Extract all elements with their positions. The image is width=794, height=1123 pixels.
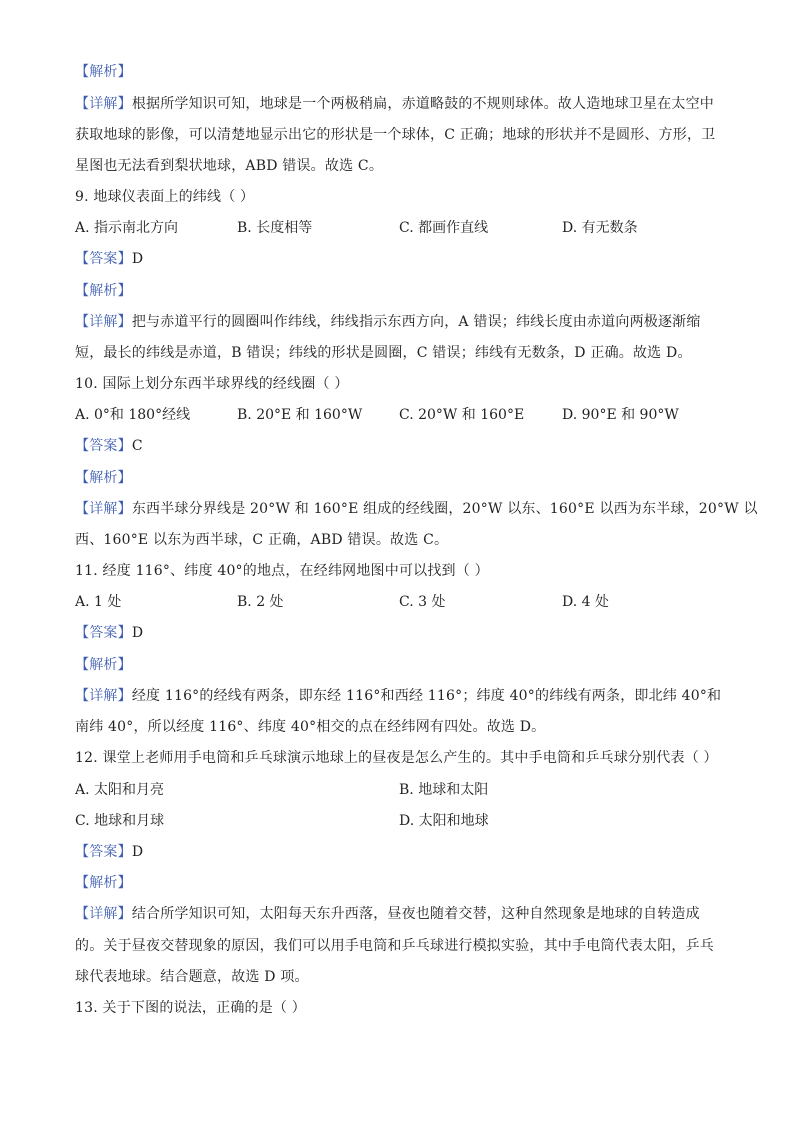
detail-label: 【详解】 <box>75 314 132 330</box>
detail-label: 【详解】 <box>75 501 132 517</box>
question-text: 11. 经度 116°、纬度 40°的地点，在经纬网地图中可以找到（ ） <box>75 563 489 579</box>
analysis-label: 【解析】 <box>75 875 132 891</box>
q9-option-b: B. 长度相等 <box>237 220 313 236</box>
analysis-heading <box>75 281 132 301</box>
detail-text: 东西半球分界线是 20°W 和 160°E 组成的经线圈，20°W 以东、160°E 以西为东半球，20°W 以 <box>131 501 758 517</box>
detail-text: 根据所学知识可知，地球是一个两极稍扁，赤道略鼓的不规则球体。故人造地球卫星在太空中 <box>131 96 715 112</box>
detail-text: 经度 116°的经线有两条，即东经 116°和西经 116°；纬度 40°的纬线有两条，即北纬 40°和 <box>131 688 722 704</box>
q12-option-d: D. 太阳和地球 <box>399 813 489 829</box>
answer-label: 【答案】 <box>75 251 132 267</box>
answer-line <box>75 623 143 643</box>
detail-text: 的。关于昼夜交替现象的原因，我们可以用手电筒和乒乓球进行模拟实验，其中手电筒代表太阳，乒乓 <box>75 938 714 954</box>
q10-option-d: D. 90°E 和 90°W <box>562 407 679 423</box>
answer-line <box>75 842 143 862</box>
answer-value: C <box>131 438 143 454</box>
question-10 <box>75 374 349 394</box>
q9-option-a: A. 指示南北方向 <box>75 220 179 236</box>
detail-label: 【详解】 <box>75 96 132 112</box>
detail-text: 短，最长的纬线是赤道，B 错误；纬线的形状是圆圈，C 错误；纬线有无数条，D 正确。故选 D。 <box>75 345 692 361</box>
detail-line <box>75 717 545 737</box>
answer-line <box>75 436 143 456</box>
detail-line <box>75 94 714 114</box>
detail-line <box>75 686 721 706</box>
answer-value: D <box>131 625 144 641</box>
analysis-label: 【解析】 <box>75 283 132 299</box>
question-13 <box>75 998 306 1018</box>
detail-line <box>75 904 700 924</box>
analysis-heading <box>75 873 132 893</box>
question-text: 9. 地球仪表面上的纬线（ ） <box>75 189 255 205</box>
detail-line <box>75 530 448 550</box>
q9-option-c: C. 都画作直线 <box>399 220 489 236</box>
q11-option-c: C. 3 处 <box>399 594 446 610</box>
answer-line <box>75 249 143 269</box>
answer-value: D <box>131 251 144 267</box>
analysis-label: 【解析】 <box>75 64 132 80</box>
q10-option-b: B. 20°E 和 160°W <box>237 407 363 423</box>
detail-label: 【详解】 <box>75 688 132 704</box>
answer-label: 【答案】 <box>75 844 132 860</box>
detail-text: 南纬 40°，所以经度 116°、纬度 40°相交的点在经纬网有四处。故选 D。 <box>75 719 546 735</box>
detail-line <box>75 343 692 363</box>
detail-text: 获取地球的影像，可以清楚地显示出它的形状是一个球体，C 正确；地球的形状并不是圆形、方形，卫 <box>75 127 716 143</box>
detail-line <box>75 156 383 176</box>
detail-text: 西、160°E 以东为西半球，C 正确，ABD 错误。故选 C。 <box>75 532 449 548</box>
answer-label: 【答案】 <box>75 625 132 641</box>
q11-option-b: B. 2 处 <box>237 594 284 610</box>
q12-option-b: B. 地球和太阳 <box>399 782 489 798</box>
question-text: 13. 关于下图的说法，正确的是（ ） <box>75 1000 306 1016</box>
detail-label: 【详解】 <box>75 906 132 922</box>
analysis-heading <box>75 468 132 488</box>
detail-line <box>75 125 715 145</box>
answer-value: D <box>131 844 144 860</box>
question-9 <box>75 187 254 207</box>
question-text: 10. 国际上划分东西半球界线的经线圈（ ） <box>75 376 349 392</box>
q12-option-c: C. 地球和月球 <box>75 813 165 829</box>
analysis-heading <box>75 62 132 82</box>
q11-option-d: D. 4 处 <box>562 594 609 610</box>
q12-option-a: A. 太阳和月亮 <box>75 782 165 798</box>
detail-text: 球代表地球。结合题意，故选 D 项。 <box>75 969 309 985</box>
question-12 <box>75 748 718 768</box>
q10-option-c: C. 20°W 和 160°E <box>399 407 525 423</box>
analysis-label: 【解析】 <box>75 470 132 486</box>
q10-option-a: A. 0°和 180°经线 <box>75 407 191 423</box>
analysis-heading <box>75 655 132 675</box>
question-11 <box>75 561 489 581</box>
detail-text: 星图也无法看到梨状地球，ABD 错误。故选 C。 <box>75 158 384 174</box>
detail-text: 把与赤道平行的圆圈叫作纬线，纬线指示东西方向，A 错误；纬线长度由赤道向两极逐渐缩 <box>131 314 701 330</box>
detail-text: 结合所学知识可知，太阳每天东升西落，昼夜也随着交替，这种自然现象是地球的自转造成 <box>131 906 700 922</box>
detail-line <box>75 967 309 987</box>
detail-line <box>75 312 701 332</box>
q9-option-d: D. 有无数条 <box>562 220 638 236</box>
detail-line <box>75 499 758 519</box>
answer-label: 【答案】 <box>75 438 132 454</box>
analysis-label: 【解析】 <box>75 657 132 673</box>
detail-line <box>75 936 714 956</box>
question-text: 12. 课堂上老师用手电筒和乒乓球演示地球上的昼夜是怎么产生的。其中手电筒和乒乓球分别代表（ ） <box>75 750 718 766</box>
q11-option-a: A. 1 处 <box>75 594 122 610</box>
